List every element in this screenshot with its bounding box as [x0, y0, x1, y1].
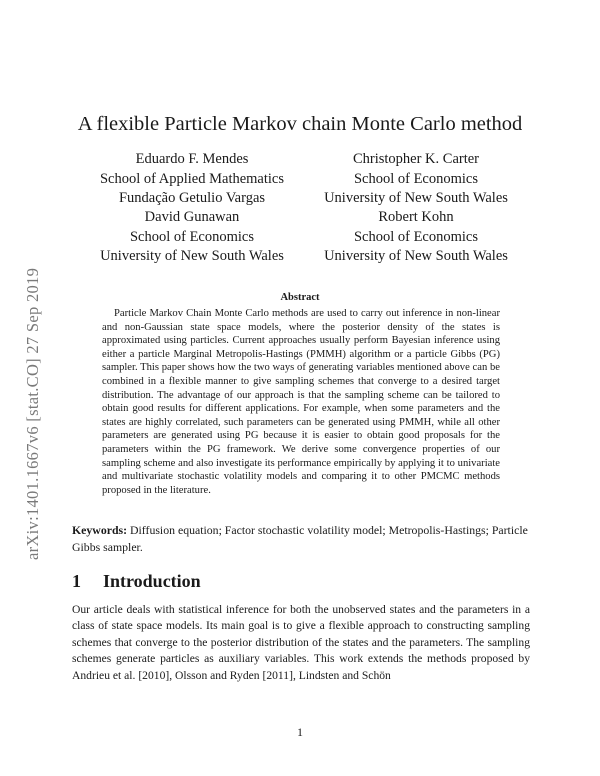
- author-block: [286, 208, 546, 267]
- author-institution: University of New South Wales: [324, 190, 508, 206]
- keywords-text: Diffusion equation; Factor stochastic volatility model; Metropolis-Hastings; Particle Gibbs sampler.: [72, 523, 528, 554]
- keywords: [72, 522, 530, 555]
- author-institution: University of New South Wales: [100, 248, 284, 264]
- section-title: Introduction: [103, 571, 201, 591]
- author-block: [286, 150, 546, 209]
- author-name: Robert Kohn: [378, 209, 454, 225]
- author-affiliation: School of Applied Mathematics: [99, 170, 285, 187]
- author-name: Christopher K. Carter: [352, 151, 480, 167]
- paper-title: A flexible Particle Markov chain Monte Carlo method: [77, 113, 523, 135]
- author-name: David Gunawan: [144, 209, 240, 225]
- abstract-text: Particle Markov Chain Monte Carlo methods are used to carry out inference in non-linear and non-Gaussian state space models, where the posterior density of the states is approximated using particles. Current approaches usually perform Bayesian inference using either a particle Marginal Metropolis-Hastings (PMMH) algorithm or a particle Gibbs (PG) sampler. This paper shows how the two ways of generating variables mentioned above can be combined in a flexible manner to give sampling schemes that converge to a desired target distribution. The advantage of our approach is that the sampling scheme can be tailored to obtain good results for different applications. For example, when some parameters and the states are highly correlated, such parameters can be generated using PMMH, while all other parameters are generated using PG because it is easier to obtain good proposals for the parameters within the PG framework. We derive some convergence properties of our sampling scheme and also investigate its performance empirically by applying it to univariate and multivariate stochastic volatility models and comparing it to other PMCMC methods proposed in the literature.: [102, 308, 500, 496]
- keywords-label: Keywords:: [72, 523, 128, 537]
- arxiv-identifier: arXiv:1401.1667v6 [stat.CO] 27 Sep 2019: [23, 267, 42, 560]
- author-institution: University of New South Wales: [324, 248, 508, 264]
- author-block: [62, 208, 322, 267]
- introduction-text: Our article deals with statistical inference for both the unobserved states and the parameters in a class of state space models. Its main goal is to give a flexible approach to constructing sampling schemes that converge to the posterior distribution of the states and the parameters. The sampling schemes generate particles as auxiliary variables. This work extends the methods proposed by Andrieu et al. [2010], Olsson and Ryden [2011], Lindsten and Schön: [72, 603, 530, 682]
- abstract-heading: Abstract: [280, 292, 320, 303]
- section-heading: [72, 571, 201, 592]
- author-name: Eduardo F. Mendes: [135, 151, 249, 167]
- author-affiliation: School of Economics: [129, 228, 255, 245]
- page-number: 1: [297, 725, 303, 739]
- author-affiliation: School of Economics: [353, 170, 479, 187]
- section-number: 1: [72, 571, 81, 591]
- author-block: [62, 150, 322, 209]
- author-affiliation: School of Economics: [353, 228, 479, 245]
- author-institution: Fundação Getulio Vargas: [118, 190, 266, 206]
